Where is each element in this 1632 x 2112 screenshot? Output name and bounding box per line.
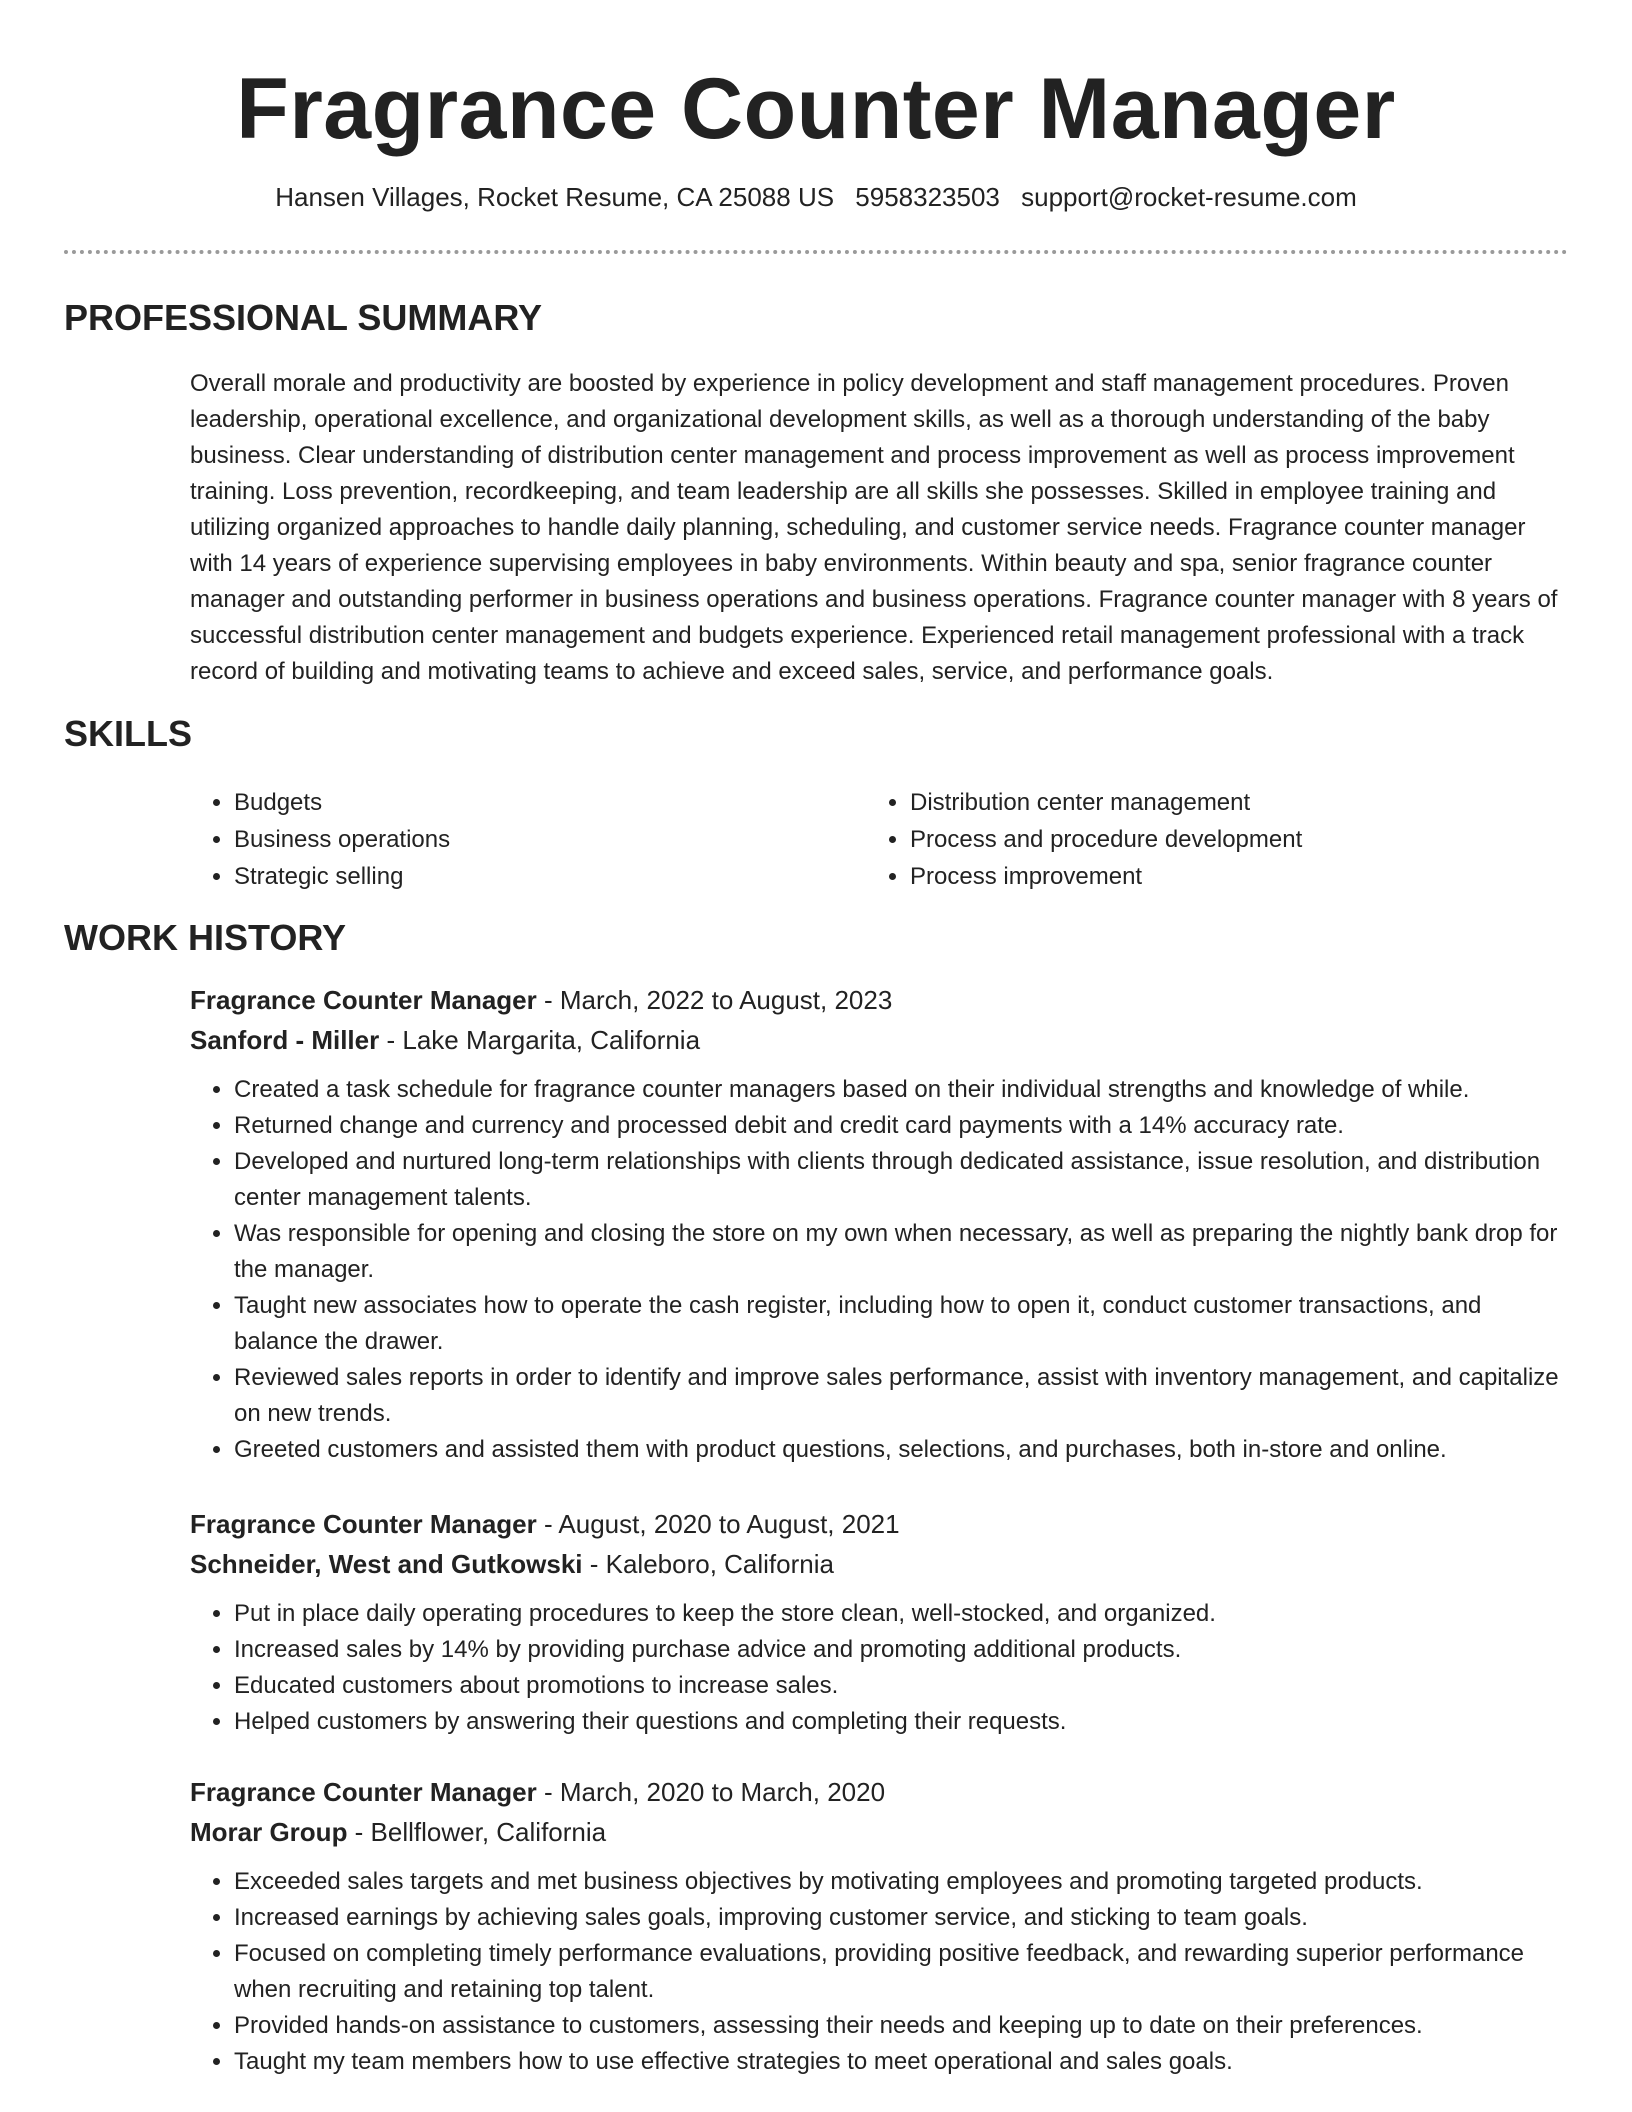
contact-line: [0, 180, 1632, 214]
contact-phone: 5958323503: [855, 182, 1000, 212]
job-bullets: [190, 1072, 1570, 1468]
job-location: - Lake Margarita, California: [379, 1025, 701, 1055]
job-title: Fragrance Counter Manager: [190, 1777, 537, 1807]
job-entry: [190, 980, 1570, 1468]
job-entry: [190, 1772, 1570, 2080]
job-bullet: • Focused on completing timely performance evaluations, providing positive feedback, and rewarding superior performance when recruiting and retaining top talent.: [234, 1936, 1570, 2008]
job-bullet: • Exceeded sales targets and met business objectives by motivating employees and promoting targeted products.: [234, 1864, 1570, 1900]
skill-item: • Process and procedure development: [910, 821, 1302, 858]
work-history-heading: WORK HISTORY: [64, 917, 347, 958]
job-bullet: • Was responsible for opening and closing the store on my own when necessary, as well as preparing the nightly bank drop for the manager.: [234, 1216, 1570, 1288]
job-bullet: • Greeted customers and assisted them with product questions, selections, and purchases, both in-store and online.: [234, 1432, 1570, 1468]
contact-address: Hansen Villages, Rocket Resume, CA 25088 US: [275, 182, 835, 212]
job-bullet: • Reviewed sales reports in order to identify and improve sales performance, assist with inventory management, and capitalize on new trends.: [234, 1360, 1570, 1432]
job-bullet: • Helped customers by answering their questions and completing their requests.: [234, 1704, 1570, 1740]
job-company: Schneider, West and Gutkowski: [190, 1549, 583, 1579]
skill-item: • Process improvement: [910, 858, 1302, 895]
job-bullet: • Provided hands-on assistance to customers, assessing their needs and keeping up to date on their preferences.: [234, 2008, 1570, 2044]
job-dates: - August, 2020 to August, 2021: [536, 1509, 900, 1539]
job-entry: [190, 1504, 1570, 1740]
job-dates: - March, 2020 to March, 2020: [536, 1777, 886, 1807]
job-title-line: [190, 1772, 1570, 1812]
job-company: Morar Group: [190, 1817, 348, 1847]
job-bullet: • Taught new associates how to operate the cash register, including how to open it, conduct customer transactions, and balance the drawer.: [234, 1288, 1570, 1360]
skill-item: • Budgets: [234, 784, 450, 821]
header-divider: [64, 250, 1568, 254]
job-bullets: [190, 1596, 1570, 1740]
job-location: - Kaleboro, California: [582, 1549, 834, 1579]
skills-list-right: [866, 784, 1302, 895]
job-dates: - March, 2022 to August, 2023: [536, 985, 893, 1015]
job-bullet: • Taught my team members how to use effective strategies to meet operational and sales goals.: [234, 2044, 1570, 2080]
job-title: Fragrance Counter Manager: [190, 1509, 537, 1539]
job-bullet: • Developed and nurtured long-term relationships with clients through dedicated assistance, issue resolution, and distribution center management talents.: [234, 1144, 1570, 1216]
skills-list-left: [190, 784, 450, 895]
job-bullet: • Created a task schedule for fragrance counter managers based on their individual strengths and knowledge of while.: [234, 1072, 1570, 1108]
job-bullet: • Returned change and currency and processed debit and credit card payments with a 14% accuracy rate.: [234, 1108, 1570, 1144]
skill-item: • Business operations: [234, 821, 450, 858]
contact-email: support@rocket-resume.com: [1021, 182, 1357, 212]
job-title: Fragrance Counter Manager: [190, 985, 537, 1015]
job-bullets: [190, 1864, 1570, 2080]
job-company: Sanford - Miller: [190, 1025, 380, 1055]
job-bullet: • Increased sales by 14% by providing purchase advice and promoting additional products.: [234, 1632, 1570, 1668]
summary-text: Overall morale and productivity are boosted by experience in policy development and staff management procedures. Proven leadership, operational excellence, and organizational development skills, as well as a thorough understanding of the baby business. Clear understanding of distribution center management and process improvement as well as process improvement training. Loss prevention, recordkeeping, and team leadership are all skills she possesses. Skilled in employee training and utilizing organized approaches to handle daily planning, scheduling, and customer service needs. Fragrance counter manager with 14 years of experience supervising employees in baby environments. Within beauty and spa, senior fragrance counter manager and outstanding performer in business operations and business operations. Fragrance counter manager with 8 years of successful distribution center management and budgets experience. Experienced retail management professional with a track record of building and motivating teams to achieve and exceed sales, service, and performance goals.: [190, 370, 1558, 685]
resume-title: Fragrance Counter Manager: [236, 61, 1396, 157]
skills-heading: SKILLS: [64, 713, 193, 754]
job-bullet: • Educated customers about promotions to increase sales.: [234, 1668, 1570, 1704]
skill-item: • Strategic selling: [234, 858, 450, 895]
skill-item: • Distribution center management: [910, 784, 1302, 821]
job-company-line: [190, 1020, 1570, 1060]
job-company-line: [190, 1544, 1570, 1584]
job-title-line: [190, 980, 1570, 1020]
job-bullet: • Put in place daily operating procedures to keep the store clean, well-stocked, and organized.: [234, 1596, 1570, 1632]
job-company-line: [190, 1812, 1570, 1852]
job-title-line: [190, 1504, 1570, 1544]
summary-heading: PROFESSIONAL SUMMARY: [64, 297, 543, 338]
job-bullet: • Increased earnings by achieving sales goals, improving customer service, and sticking to team goals.: [234, 1900, 1570, 1936]
job-location: - Bellflower, California: [347, 1817, 607, 1847]
